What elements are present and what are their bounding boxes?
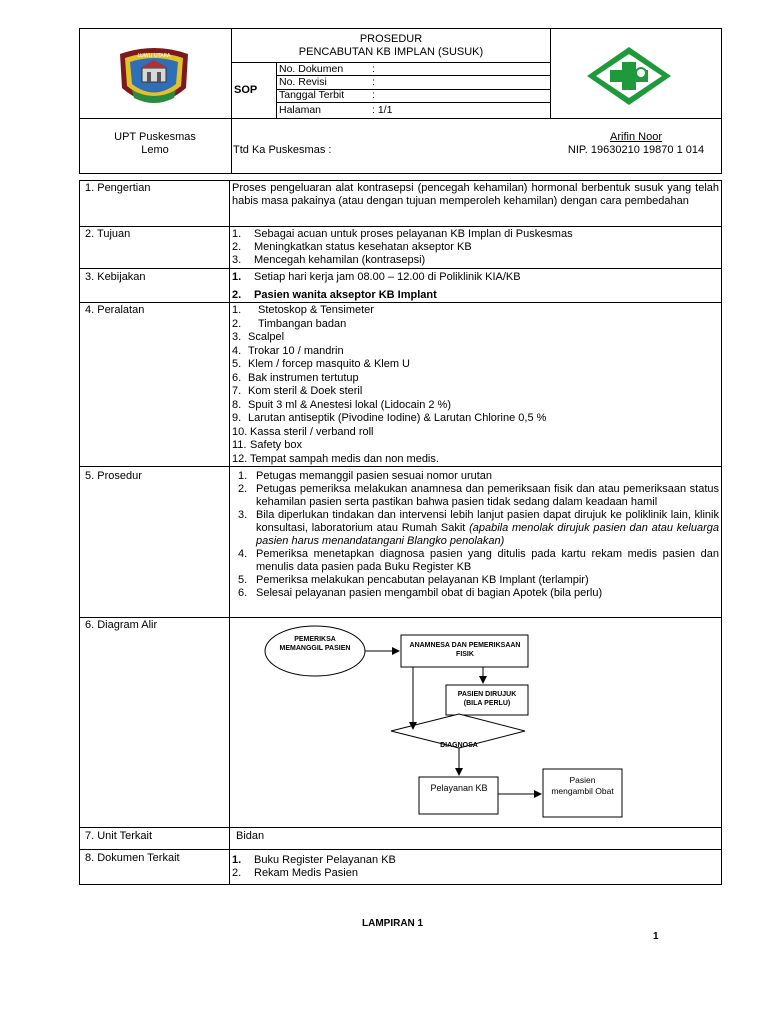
ttd-label: Ttd Ka Puskesmas : [233, 144, 332, 156]
meta-value-dokumen: : [372, 63, 375, 75]
puskesmas-cross-icon [583, 45, 675, 107]
meta-value-halaman: : 1/1 [372, 104, 393, 116]
list-item: 7. Kom steril & Doek steril [232, 385, 363, 397]
meta-label-revisi: No. Revisi [279, 76, 327, 88]
meta-label-tanggal: Tanggal Terbit [279, 89, 345, 101]
svg-text:LUWU UTARA: LUWU UTARA [137, 53, 171, 59]
list-item: 3. Bila diperlukan tindakan dan intervensi lebih lanjut pasien dapat dirujuk ke poliklinik lain, klinik konsultasi, laboratorium atau Rumah Sakit (apabila menolak dirujuk pasien dan atau keluarga pasien harus menandatangani Blangko penolakan) [238, 509, 719, 547]
pengertian-text: Proses pengeluaran alat kontrasepsi (pencegah kehamilan) hormonal berbentuk susuk yang telah habis masa pakainya (atau dengan tujuan memperoleh kehamilan) dengan cara pembedahan [232, 182, 719, 207]
flow-node-diagnosa: DIAGNOSA [440, 742, 478, 749]
title-line-2: PENCABUTAN KB IMPLAN (SUSUK) [298, 46, 484, 58]
italic-note: (apabila menolak dirujuk pasien dan atau keluarga pasien harus menandatangani Blangko penolakan) [256, 522, 719, 547]
meta-value-revisi: : [372, 76, 375, 88]
dokumen-list [232, 854, 719, 880]
list-item: 3. Mencegah kehamilan (kontrasepsi) [232, 254, 426, 266]
signer-name: Arifin Noor [610, 131, 662, 143]
flow-node-obat: Pasien mengambil Obat [551, 775, 614, 796]
prosedur-list [238, 470, 719, 600]
title-line-1: PROSEDUR [359, 33, 423, 45]
unit-line-1: UPT Puskesmas [114, 131, 196, 143]
list-item: 9. Larutan antiseptik (Pivodine Iodine) & Larutan Chlorine 0,5 % [232, 412, 547, 424]
signer-nip: NIP. 19630210 19870 1 014 [567, 144, 705, 156]
list-item: 4. Pemeriksa menetapkan diagnosa pasien yang ditulis pada kartu rekam medis pasien dan menulis data pasien pada Buku Register KB [238, 548, 719, 573]
list-item: 10. Kassa steril / verband roll [232, 425, 374, 438]
row-label-pengertian: 1. Pengertian [85, 182, 151, 194]
lampiran-label: LAMPIRAN 1 [362, 918, 424, 929]
row-label-unit: 7. Unit Terkait [85, 830, 153, 842]
list-item: 6. Bak instrumen tertutup [232, 371, 359, 384]
row-label-peralatan: 4. Peralatan [85, 304, 145, 316]
flow-node-pelayanan: Pelayanan KB [430, 783, 488, 793]
list-item: 2. Petugas pemeriksa melakukan anamnesa dan pemeriksaan fisik dan atau pemeriksaan status kehamilan pasien serta pastikan bahwa pasien tidak sedang dalam keadaan hamil [238, 483, 719, 508]
kebijakan-list [232, 271, 719, 302]
flow-node-anamnesa: ANAMNESA DAN PEMERIKSAAN FISIK [409, 642, 521, 658]
meta-label-dokumen: No. Dokumen [279, 63, 344, 75]
peralatan-list [232, 304, 719, 466]
list-item: 2. Pasien wanita akseptor KB Implant [232, 289, 437, 301]
row-label-kebijakan: 3. Kebijakan [85, 271, 146, 283]
row-label-tujuan: 2. Tujuan [85, 228, 131, 240]
row-label-prosedur: 5. Prosedur [85, 470, 142, 482]
list-item: 2. Timbangan badan [232, 317, 347, 330]
header-title [231, 33, 551, 59]
list-item: 1. Petugas memanggil pasien sesuai nomor urutan [238, 470, 493, 482]
unit-line-2: Lemo [141, 144, 169, 156]
flow-node-start: PEMERIKSA MEMANGGIL PASIEN [279, 636, 351, 652]
list-item: 2. Rekam Medis Pasien [232, 867, 358, 879]
list-item: 11. Safety box [232, 439, 302, 451]
list-item: 8. Spuit 3 ml & Anestesi lokal (Lidocain 2 %) [232, 398, 451, 411]
meta-value-tanggal: : [372, 89, 375, 101]
signer-block [551, 131, 721, 157]
list-item: 4. Trokar 10 / mandrin [232, 344, 344, 357]
row-label-dokumen: 8. Dokumen Terkait [85, 852, 180, 864]
list-item: 12. Tempat sampah medis dan non medis. [232, 452, 439, 465]
list-item: 2. Meningkatkan status kesehatan akseptor KB [232, 241, 472, 253]
unit-terkait-text: Bidan [236, 830, 265, 842]
regional-emblem-icon [114, 46, 194, 110]
tujuan-list [232, 228, 719, 267]
list-item: 1. Setiap hari kerja jam 08.00 – 12.00 di Poliklinik KIA/KB [232, 271, 521, 283]
unit-name [80, 131, 230, 157]
row-label-diagram: 6. Diagram Alir [85, 619, 158, 631]
list-item: 3. Scalpel [232, 331, 285, 343]
meta-label-halaman: Halaman [279, 104, 322, 116]
page-number: 1 [653, 931, 659, 942]
list-item: 5. Klem / forcep masquito & Klem U [232, 358, 411, 370]
list-item: 5. Pemeriksa melakukan pencabutan pelayanan KB Implant (terlampir) [238, 574, 589, 586]
list-item: 6. Selesai pelayanan pasien mengambil obat di bagian Apotek (bila perlu) [238, 587, 603, 599]
list-item: 1. Sebagai acuan untuk proses pelayanan KB Implan di Puskesmas [232, 228, 573, 240]
list-item: 1. Stetoskop & Tensimeter [232, 304, 374, 316]
sop-label: SOP [234, 84, 258, 96]
list-item: 1. Buku Register Pelayanan KB [232, 854, 396, 866]
flow-node-rujuk: PASIEN DIRUJUK (BILA PERLU) [457, 691, 517, 707]
flow-diagram [229, 617, 721, 827]
